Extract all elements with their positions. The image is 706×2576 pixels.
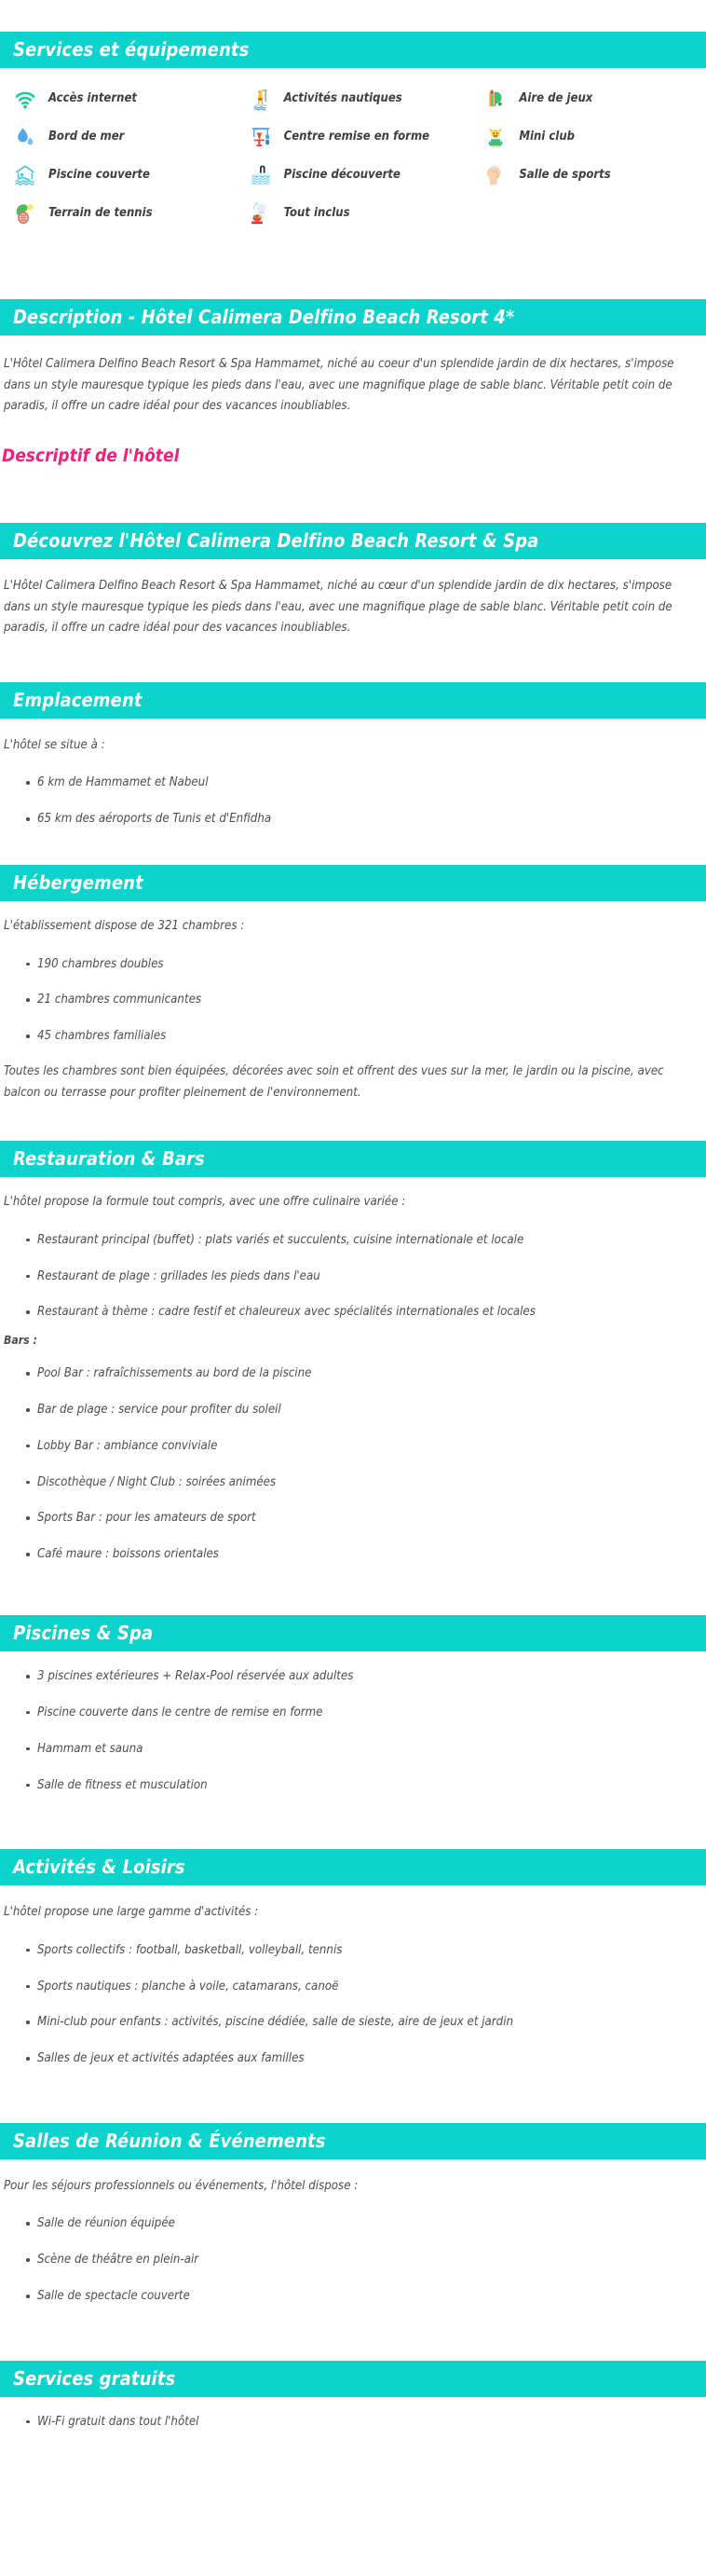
section-header-accommodation: Hébergement	[0, 865, 706, 901]
amenity-label: Activités nautiques	[283, 91, 402, 105]
list-item: Bar de plage : service pour profiter du soleil	[0, 1402, 706, 1418]
location-intro: L'hôtel se situe à :	[4, 738, 105, 753]
section-header-location: Emplacement	[0, 682, 706, 719]
dining-intro: L'hôtel propose la formule tout compris, avec une offre culinaire variée :	[4, 1195, 406, 1210]
list-item: Sports Bar : pour les amateurs de sport	[0, 1510, 706, 1527]
list-item: Restaurant principal (buffet) : plats variés et succulents, cuisine internationale et locale	[0, 1232, 706, 1249]
list-item: 45 chambres familiales	[0, 1028, 706, 1045]
amenity-mini-club	[470, 117, 706, 156]
fitness-center-icon	[247, 123, 275, 151]
amenity-label: Mini club	[519, 130, 576, 144]
amenity-piscine-decouverte	[236, 156, 471, 194]
discover-paragraph: L'Hôtel Calimera Delfino Beach Resort & Spa Hammamet, niché au cœur d'un splendide jardin de dix hectares, s'impose dans un style mauresque typique les pieds dans l'eau, avec une magnifique plage de sable blanc. Véritable petit coin de paradis, il offre un cadre idéal pour des vacances inoubliables.	[4, 578, 672, 636]
amenity-bord-de-mer	[0, 117, 236, 156]
list-item: Wi-Fi gratuit dans tout l'hôtel	[0, 2414, 706, 2431]
amenity-label: Accès internet	[48, 91, 137, 105]
list-item: Lobby Bar : ambiance conviviale	[0, 1438, 706, 1455]
amenity-label: Terrain de tennis	[48, 206, 153, 220]
activities-list	[0, 1942, 706, 2067]
amenity-label: Piscine découverte	[283, 168, 401, 182]
list-item: 6 km de Hammamet et Nabeul	[0, 774, 706, 791]
list-item: Salle de réunion équipée	[0, 2215, 706, 2232]
all-inclusive-chef-icon	[247, 199, 275, 227]
description-paragraph: L'Hôtel Calimera Delfino Beach Resort & Spa Hammamet, niché au coeur d'un splendide jardin de dix hectares, s'impose dans un style mauresque typique les pieds dans l'eau, avec une magnifique plage de sable blanc. Véritable petit coin de paradis, il offre un cadre idéal pour des vacances inoubliables.	[4, 357, 674, 414]
playground-icon	[482, 85, 509, 113]
list-item: 65 km des aéroports de Tunis et d'Enfidha	[0, 811, 706, 828]
list-item: Scène de théâtre en plein-air	[0, 2252, 706, 2268]
section-header-services: Services et équipements	[0, 32, 706, 68]
location-list	[0, 774, 706, 828]
amenity-label: Bord de mer	[48, 130, 125, 144]
wifi-icon	[11, 85, 39, 113]
list-item: Restaurant à thème : cadre festif et chaleureux avec spécialités internationales et locales	[0, 1304, 706, 1321]
amenity-terrain-de-tennis	[0, 194, 236, 232]
amenity-piscine-couverte	[0, 156, 236, 194]
list-item: Restaurant de plage : grillades les pieds dans l'eau	[0, 1268, 706, 1285]
amenity-label: Salle de sports	[519, 168, 611, 182]
free-services-list	[0, 2414, 706, 2431]
outdoor-pool-icon	[247, 161, 275, 189]
list-item: Hammam et sauna	[0, 1741, 706, 1758]
meetings-list	[0, 2215, 706, 2304]
amenity-label: Aire de jeux	[519, 91, 593, 105]
accommodation-intro: L'établissement dispose de 321 chambres :	[4, 919, 245, 934]
list-item: 3 piscines extérieures + Relax-Pool réservée aux adultes	[0, 1668, 706, 1685]
tennis-icon	[11, 199, 39, 227]
bars-label: Bars :	[4, 1334, 37, 1348]
list-item: Sports collectifs : football, basketball, volleyball, tennis	[0, 1942, 706, 1959]
list-item: Salle de spectacle couverte	[0, 2288, 706, 2305]
list-item: Pool Bar : rafraîchissements au bord de la piscine	[0, 1365, 706, 1382]
amenity-label: Piscine couverte	[48, 168, 150, 182]
amenity-aire-de-jeux	[470, 79, 706, 117]
section-header-pools: Piscines & Spa	[0, 1615, 706, 1651]
list-item: Sports nautiques : planche à voile, catamarans, canoë	[0, 1979, 706, 1995]
section-header-meetings: Salles de Réunion & Événements	[0, 2123, 706, 2159]
amenity-acces-internet	[0, 79, 236, 117]
list-item: 190 chambres doubles	[0, 956, 706, 973]
pools-list	[0, 1668, 706, 1793]
list-item: Salle de fitness et musculation	[0, 1777, 706, 1794]
section-header-activities: Activités & Loisirs	[0, 1849, 706, 1885]
water-drop-icon	[11, 123, 39, 151]
list-item: Piscine couverte dans le centre de remise en forme	[0, 1705, 706, 1721]
section-header-free-services: Services gratuits	[0, 2361, 706, 2397]
flexed-biceps-icon	[482, 161, 509, 189]
indoor-pool-icon	[11, 161, 39, 189]
mini-club-icon	[482, 123, 509, 151]
bars-list	[0, 1365, 706, 1563]
amenities-grid	[0, 68, 706, 232]
accommodation-outro: Toutes les chambres sont bien équipées, décorées avec soin et offrent des vues sur la mer, le jardin ou la piscine, avec balcon ou terrasse pour profiter pleinement de l'environnement.	[4, 1063, 664, 1100]
accommodation-list	[0, 956, 706, 1045]
restaurants-list	[0, 1232, 706, 1321]
descriptif-heading: Descriptif de l'hôtel	[2, 445, 180, 467]
list-item: Café maure : boissons orientales	[0, 1546, 706, 1563]
amenity-salle-de-sports	[470, 156, 706, 194]
amenity-label: Centre remise en forme	[283, 130, 430, 144]
list-item: Salles de jeux et activités adaptées aux familles	[0, 2050, 706, 2067]
list-item: Discothèque / Night Club : soirées animées	[0, 1474, 706, 1491]
amenity-activites-nautiques	[236, 79, 471, 117]
section-header-discover: Découvrez l'Hôtel Calimera Delfino Beach Resort & Spa	[0, 523, 706, 559]
section-header-description: Description - Hôtel Calimera Delfino Beach Resort 4*	[0, 299, 706, 336]
water-ski-icon	[247, 85, 275, 113]
section-header-dining: Restauration & Bars	[0, 1141, 706, 1177]
meetings-intro: Pour les séjours professionnels ou événements, l'hôtel dispose :	[4, 2179, 359, 2194]
amenity-tout-inclus	[236, 194, 471, 232]
list-item: 21 chambres communicantes	[0, 992, 706, 1008]
activities-intro: L'hôtel propose une large gamme d'activités :	[4, 1905, 259, 1920]
list-item: Mini-club pour enfants : activités, piscine dédiée, salle de sieste, aire de jeux et jardin	[0, 2014, 706, 2031]
amenity-centre-remise-en-forme	[236, 117, 471, 156]
amenity-label: Tout inclus	[283, 206, 350, 220]
